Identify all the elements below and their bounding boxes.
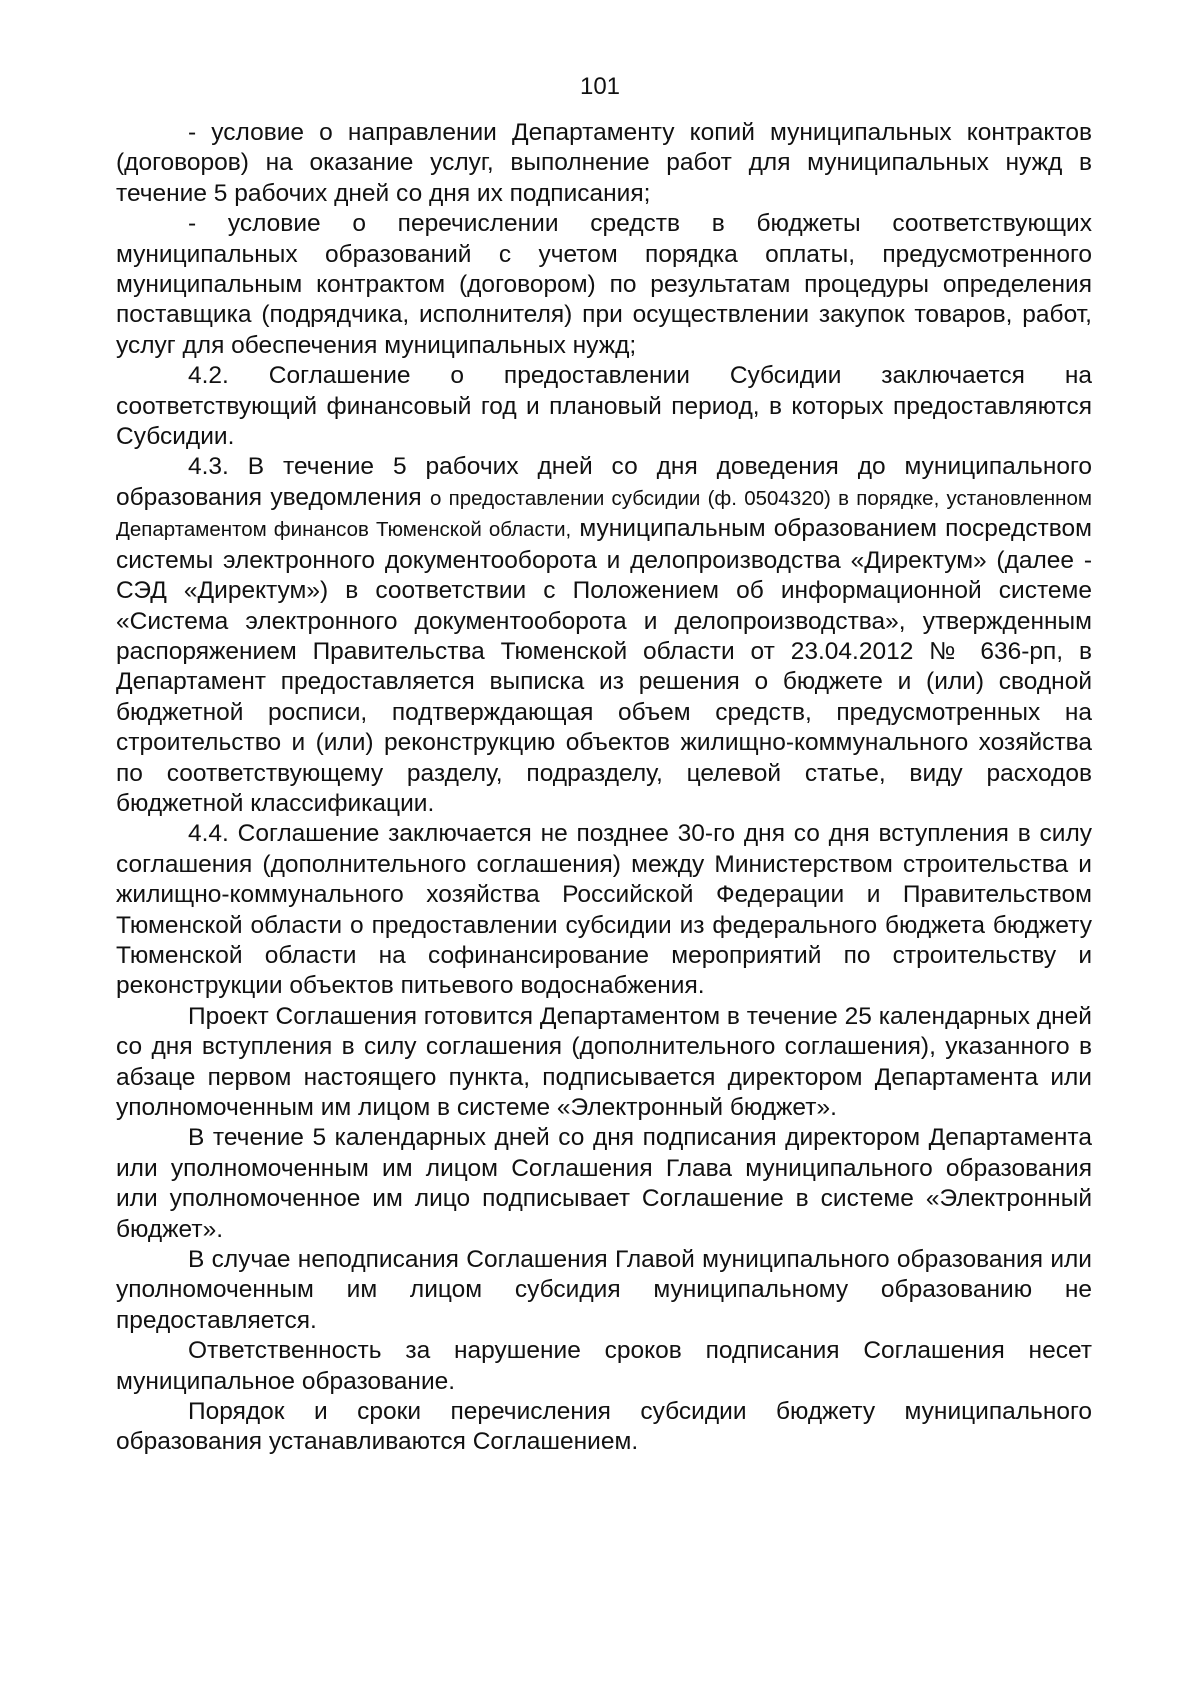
paragraph-4-4: 4.4. Соглашение заключается не позднее 30-го дня со дня вступления в силу соглашения (дополнительного соглашения) между Министерством строительства и жилищно-коммунального хозяйства Российской Федерации и Правительством Тюменской области о предоставлении субсидии из федерального бюджета бюджету Тюменской области на софинансирование мероприятий по строительству и реконструкции объектов питьевого водоснабжения. <box>116 820 1092 1000</box>
paragraph-signing-period: В течение 5 календарных дней со дня подписания директором Департамента или уполномоченным им лицом Соглашения Глава муниципального образования или уполномоченное им лицо подписывает Соглашение в системе «Электронный бюджет». <box>116 1124 1092 1243</box>
paragraph-4-3 <box>116 452 1092 819</box>
paragraph-4-3-part-2: муниципальным образованием посредством системы электронного документооборота и делопроизводства «Директум» (далее - СЭД «Директум») в соответствии с Положением об информационной системе «Система электронного документооборота и делопроизводства», утвержденным распоряжением Правительства Тюменской области от 23.04.2012 № 636-рп, в Департамент предоставляется выписка из решения о бюджете и (или) сводной бюджетной росписи, подтверждающая объем средств, предусмотренных на строительство и (или) реконструкцию объектов жилищно-коммунального хозяйства по соответствующему разделу, подразделу, целевой статье, виду расходов бюджетной классификации. <box>116 515 1092 817</box>
page-number: 101 <box>579 73 621 100</box>
document-body <box>116 118 1092 1458</box>
paragraph-project-agreement: Проект Соглашения готовится Департаментом в течение 25 календарных дней со дня вступления в силу соглашения (дополнительного соглашения), указанного в абзаце первом настоящего пункта, подписывается директором Департамента или уполномоченным им лицом в системе «Электронный бюджет». <box>116 1002 1092 1121</box>
paragraph-non-signing: В случае неподписания Соглашения Главой муниципального образования или уполномоченным им лицом субсидия муниципальному образованию не предоставляется. <box>116 1246 1092 1334</box>
paragraph-transfer-order: Порядок и сроки перечисления субсидии бюджету муниципального образования устанавливаются Соглашением. <box>116 1398 1092 1456</box>
paragraph-responsibility: Ответственность за нарушение сроков подписания Соглашения несет муниципальное образование. <box>116 1337 1092 1395</box>
paragraph-condition-transfer: - условие о перечислении средств в бюджеты соответствующих муниципальных образований с учетом порядка оплаты, предусмотренного муниципальным контрактом (договором) по результатам процедуры определения поставщика (подрядчика, исполнителя) при осуществлении закупок товаров, работ, услуг для обеспечения муниципальных нужд; <box>116 210 1092 359</box>
paragraph-4-3-part-1: 4.3. В течение 5 рабочих дней со дня доведения до муниципального образования уведомления <box>116 453 1092 511</box>
paragraph-4-3-small-text: о предоставлении субсидии (ф. 0504320) в порядке, установленном Департаментом финансов Тюменской области, <box>116 486 1092 542</box>
paragraph-4-2: 4.2. Соглашение о предоставлении Субсидии заключается на соответствующий финансовый год и плановый период, в которых предоставляются Субсидии. <box>116 362 1092 451</box>
paragraph-condition-contracts: - условие о направлении Департаменту копий муниципальных контрактов (договоров) на оказание услуг, выполнение работ для муниципальных нужд в течение 5 рабочих дней со дня их подписания; <box>116 119 1092 207</box>
